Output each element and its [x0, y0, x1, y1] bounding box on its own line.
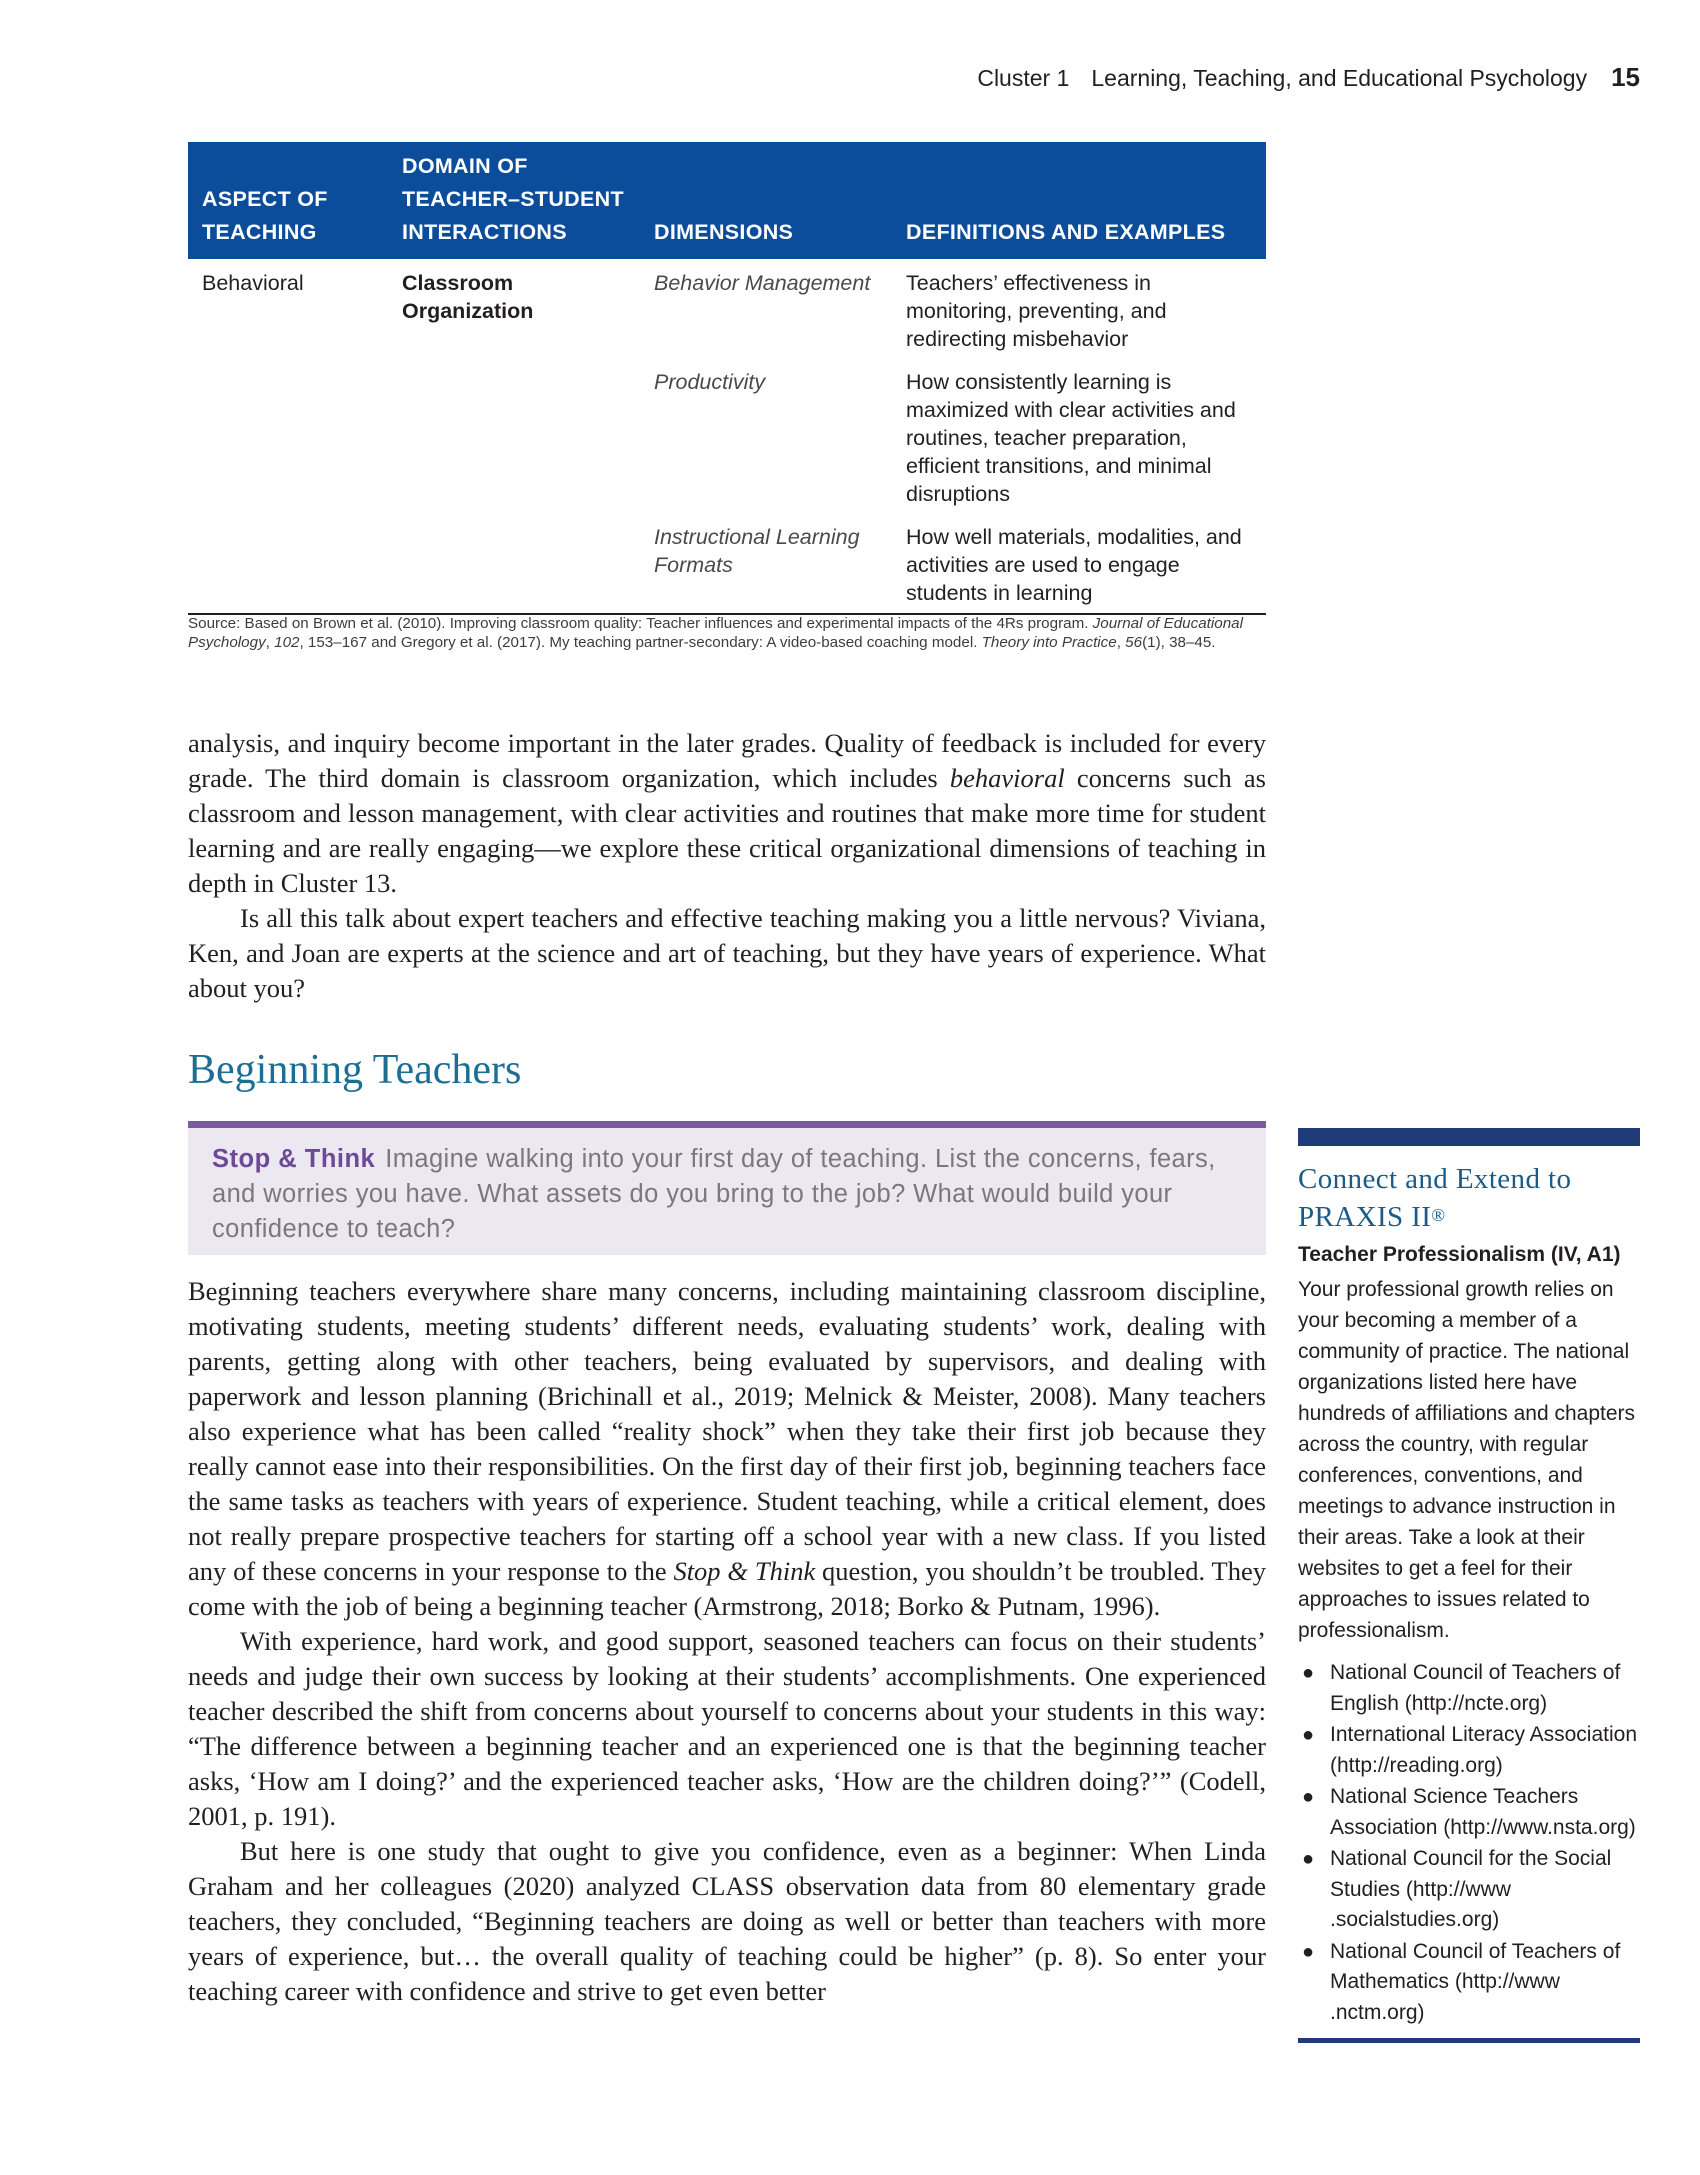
list-item — [1298, 1720, 1640, 1781]
bullet-icon: ● — [1302, 1724, 1315, 1746]
cell-definition: Teachers’ effectiveness in monitoring, preventing, and redirecting misbehavior — [906, 271, 1167, 351]
sidebar-body: Your professional growth relies on your becoming a member of a community of practice. The national organizations listed here have hundreds of affiliations and chapters across the country, with regular conferences, conventions, and meetings to advance instruction in their areas. Take a look at their websites to get a feel for their approaches to issues related to professionalism. — [1298, 1278, 1636, 1642]
cell-dimension: Instructional Learning Formats — [640, 517, 892, 614]
paragraph-text: question, you shouldn’t be troubled. They come with the job of being a beginning teacher (Armstrong, 2018; Borko & Putnam, 1996). — [188, 1556, 1266, 1621]
cluster-title: Learning, Teaching, and Educational Psychology — [1091, 65, 1588, 91]
header-aspect: ASPECT OF TEACHING — [188, 142, 388, 259]
sidebar-title-text: Connect and Extend to PRAXIS II — [1298, 1163, 1572, 1233]
sidebar-bottom-rule — [1298, 2038, 1640, 2043]
running-header — [975, 62, 1640, 93]
header-domain: DOMAIN OF TEACHER–STUDENT INTERACTIONS — [388, 142, 640, 259]
paragraph — [188, 726, 1266, 901]
paragraph: With experience, hard work, and good support, seasoned teachers can focus on their students’ needs and judge their own success by looking at their students’ accomplishments. One experienced teacher described the shift from concerns about yourself to concerns about your students in this way: “The difference between a beginning teacher and an experienced one is that the beginning teacher asks, ‘How am I doing?’ and the experienced teacher asks, ‘How are the children doing?’” (Codell, 2001, p. 191). — [188, 1626, 1266, 1831]
table-source-note — [188, 614, 1266, 652]
source-text: Source: Based on Brown et al. (2010). Improving classroom quality: Teacher influences and experimental impacts of the 4Rs program. — [188, 615, 1093, 632]
table-row — [188, 517, 1266, 614]
source-volume: 56 — [1125, 634, 1143, 651]
table-header-row — [188, 142, 1266, 259]
bullet-icon: ● — [1302, 1940, 1315, 1963]
bullet-icon: ● — [1302, 1662, 1315, 1684]
registered-mark: ® — [1431, 1205, 1446, 1225]
paragraph: But here is one study that ought to give you confidence, even as a beginner: When Linda Graham and her colleagues (2020) analyzed CLASS observation data from 80 elementary grade teachers, they concluded, “Beginning teachers are doing as well or better than teachers with more years of experience, but… the overall quality of teaching could be higher” (p. 8). So enter your teaching career with confidence and strive to get even better — [188, 1836, 1266, 2006]
source-journal: Theory into Practice — [981, 634, 1117, 651]
paragraph-text: Beginning teachers everywhere share many concerns, including maintaining classroom discipline, motivating students, meeting students’ different needs, evaluating students’ work, dealing with parents, getting along with other teachers, being evaluated by supervisors, and dealing with paperwork and lesson planning (Brichinall et al., 2019; Melnick & Meister, 2008). Many teachers also experience what has been called “reality shock” when they take their first job because they really cannot ease into their responsibilities. On the first day of their first job, beginning teachers face the same tasks as teachers with years of experience. Student teaching, while a critical element, does not really prepare prospective teachers for starting off a school year with a new class. If you listed any of these concerns in your response to the — [188, 1276, 1266, 1586]
sidebar-top-rule — [1298, 1128, 1640, 1146]
organization-text: National Council for the Social Studies (http://www .socialstudies.org) — [1330, 1847, 1612, 1931]
body-text — [188, 1274, 1266, 2009]
praxis-sidebar — [1298, 1128, 1640, 2043]
classroom-organization-table — [188, 142, 1266, 615]
cell-domain: Classroom Organization — [402, 271, 534, 323]
header-dimensions: DIMENSIONS — [640, 142, 892, 259]
sidebar-subtitle: Teacher Professionalism (IV, A1) — [1298, 1243, 1621, 1266]
list-item — [1298, 1782, 1640, 1843]
cell-dimension: Productivity — [654, 370, 766, 394]
paragraph-text: concerns such as classroom and lesson management, with clear activities and routines that make more time for student learning and are really engaging—we explore these critical organizational dimensions of teaching in depth in Cluster 13. — [188, 763, 1266, 898]
paragraph-text: analysis, and inquiry become important in the later grades. Quality of feedback is included for every grade. The third domain is classroom organization, which includes — [188, 728, 1266, 793]
cluster-label: Cluster 1 — [977, 65, 1070, 91]
organization-list — [1298, 1658, 1640, 2028]
organization-text: International Literacy Association (http://reading.org) — [1330, 1723, 1638, 1777]
cell-domain — [388, 517, 640, 614]
intro-text — [188, 726, 1266, 1006]
cell-aspect — [188, 362, 388, 517]
table-row — [188, 259, 1266, 362]
stop-think-label: Stop & Think — [212, 1145, 376, 1173]
cell-domain — [388, 362, 640, 517]
source-text: (1), 38–45. — [1142, 634, 1216, 651]
cell-aspect — [188, 517, 388, 614]
cell-dimension: Behavior Management — [654, 271, 871, 295]
table-row — [188, 362, 1266, 517]
stop-think-text: Imagine walking into your first day of teaching. List the concerns, fears, and worries you have. What assets do you bring to the job? What would build your confidence to teach? — [212, 1145, 1216, 1243]
bullet-icon: ● — [1302, 1848, 1315, 1870]
organization-text: National Science Teachers Association (http://www.nsta.org) — [1330, 1785, 1636, 1839]
emphasis-text: Stop & Think — [673, 1556, 816, 1586]
list-item — [1298, 1937, 1640, 2029]
cell-definition: How well materials, modalities, and activities are used to engage students in learning — [892, 517, 1266, 614]
header-definitions: DEFINITIONS AND EXAMPLES — [892, 142, 1266, 259]
page-number: 15 — [1611, 62, 1640, 92]
source-text: , — [1116, 634, 1126, 651]
cell-aspect: Behavioral — [202, 271, 304, 295]
source-text: , 153–167 and Gregory et al. (2017). My teaching partner-secondary: A video-based coaching model. — [299, 634, 982, 651]
paragraph: Is all this talk about expert teachers and effective teaching making you a little nervous? Viviana, Ken, and Joan are experts at the science and art of teaching, but they have years of experience. What about you? — [188, 903, 1266, 1003]
bullet-icon: ● — [1302, 1786, 1315, 1808]
stop-think-box — [188, 1121, 1266, 1255]
source-text: , — [265, 634, 275, 651]
list-item — [1298, 1844, 1640, 1936]
source-volume: 102 — [274, 634, 300, 651]
paragraph — [188, 1274, 1266, 1624]
dimensions-table — [188, 142, 1266, 615]
source-journal: Journal of Educational Psychology — [188, 615, 1243, 651]
section-heading: Beginning Teachers — [188, 1047, 522, 1093]
organization-text: National Council of Teachers of Mathematics (http://www .nctm.org) — [1330, 1939, 1621, 2024]
organization-text: National Council of Teachers of English (http://ncte.org) — [1330, 1661, 1621, 1715]
cell-definition: How consistently learning is maximized with clear activities and routines, teacher preparation, efficient transitions, and minimal disruptions — [906, 370, 1236, 506]
sidebar-title — [1298, 1160, 1640, 1236]
emphasis-text: behavioral — [949, 763, 1065, 793]
list-item — [1298, 1658, 1640, 1719]
